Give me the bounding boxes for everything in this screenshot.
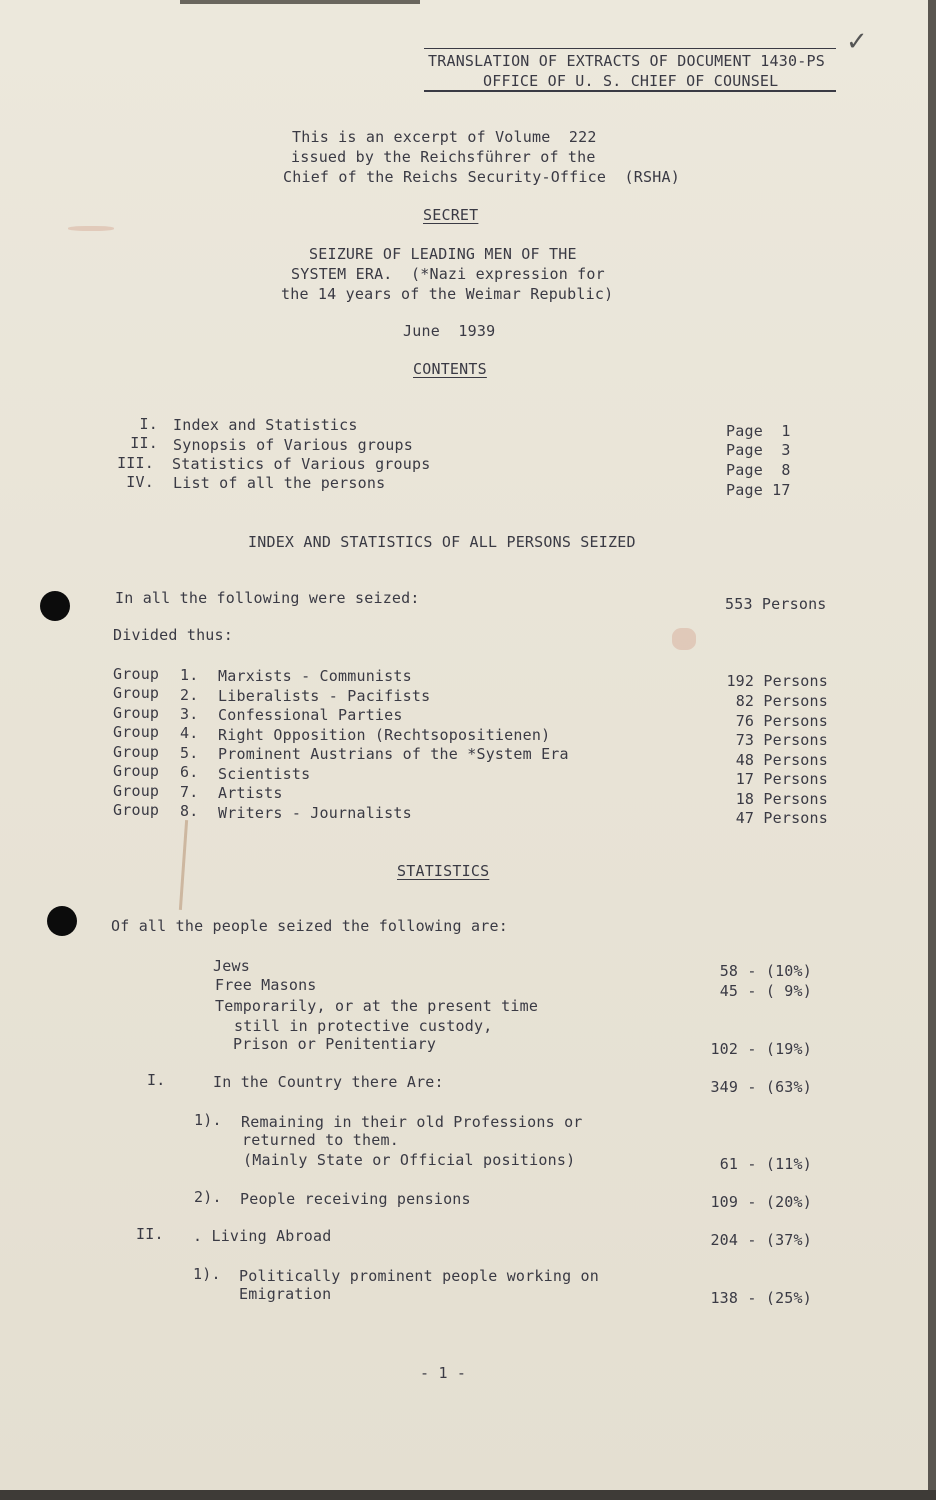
- group-number: 6.: [180, 763, 199, 781]
- stat-label: Temporarily, or at the present time: [215, 997, 539, 1015]
- group-number: 2.: [180, 686, 199, 704]
- contents-label: List of all the persons: [173, 474, 386, 492]
- contents-page: Page 3: [726, 441, 791, 459]
- group-word: Group: [113, 762, 160, 780]
- group-label: Scientists: [218, 765, 311, 783]
- stat-label: Jews: [213, 957, 250, 975]
- stat-label: People receiving pensions: [240, 1190, 471, 1208]
- stat-value: 58 - (10%): [719, 962, 812, 980]
- check-mark: ✓: [846, 27, 868, 57]
- header-line-2: OFFICE OF U. S. CHIEF OF COUNSEL: [483, 72, 779, 90]
- contents-heading: CONTENTS: [413, 360, 487, 378]
- punch-hole: [47, 906, 77, 936]
- contents-label: Index and Statistics: [173, 416, 358, 434]
- group-count: 17 Persons: [735, 770, 828, 788]
- group-count: 48 Persons: [735, 751, 828, 769]
- document-date: June 1939: [403, 322, 496, 340]
- stat-label: . Living Abroad: [193, 1227, 332, 1245]
- punch-hole: [40, 591, 70, 621]
- group-label: Writers - Journalists: [218, 804, 412, 822]
- stain: [672, 628, 696, 650]
- stat-label: In the Country there Are:: [213, 1073, 444, 1091]
- group-count: 73 Persons: [735, 731, 828, 749]
- header-line-1: TRANSLATION OF EXTRACTS OF DOCUMENT 1430-PS: [428, 52, 825, 70]
- title-line-3: the 14 years of the Weimar Republic): [281, 285, 614, 303]
- intro-line-2: issued by the Reichsführer of the: [291, 148, 596, 166]
- statistics-intro: Of all the people seized the following are:: [111, 917, 508, 935]
- group-word: Group: [113, 723, 160, 741]
- stat-label: Politically prominent people working on: [239, 1267, 599, 1285]
- stat-label: Emigration: [239, 1285, 332, 1303]
- group-label: Right Opposition (Rechtsopositienen): [218, 726, 551, 744]
- group-count: 47 Persons: [735, 809, 828, 827]
- stat-number: 1).: [194, 1111, 222, 1129]
- contents-num: II.: [130, 434, 158, 452]
- stat-label: still in protective custody,: [234, 1017, 493, 1035]
- title-line-1: SEIZURE OF LEADING MEN OF THE: [309, 245, 577, 263]
- group-number: 5.: [180, 744, 199, 762]
- group-word: Group: [113, 743, 160, 761]
- page-number: - 1 -: [420, 1364, 467, 1382]
- index-heading: INDEX AND STATISTICS OF ALL PERSONS SEIZED: [248, 533, 636, 551]
- stat-number: II.: [136, 1225, 164, 1243]
- intro-line-3: Chief of the Reichs Security-Office (RSHA): [283, 168, 680, 186]
- stat-value: 45 - ( 9%): [719, 982, 812, 1000]
- group-label: Marxists - Communists: [218, 667, 412, 685]
- contents-num: I.: [139, 415, 158, 433]
- group-word: Group: [113, 782, 160, 800]
- contents-page: Page 17: [726, 481, 791, 499]
- contents-page: Page 8: [726, 461, 791, 479]
- scan-edge: [180, 0, 420, 4]
- stat-number: 2).: [194, 1188, 222, 1206]
- scan-edge: [928, 0, 936, 1500]
- group-label: Confessional Parties: [218, 706, 403, 724]
- stat-value: 102 - (19%): [710, 1040, 812, 1058]
- group-number: 1.: [180, 666, 199, 684]
- total-value: 553 Persons: [725, 595, 827, 613]
- stat-value: 109 - (20%): [710, 1193, 812, 1211]
- group-number: 4.: [180, 724, 199, 742]
- stat-value: 204 - (37%): [710, 1231, 812, 1249]
- group-label: Artists: [218, 784, 283, 802]
- header-rule: [424, 90, 836, 92]
- intro-line-1: This is an excerpt of Volume 222: [292, 128, 597, 146]
- scan-edge: [0, 1490, 936, 1500]
- header-rule: [424, 48, 836, 49]
- stain: [68, 226, 114, 231]
- stat-number: 1).: [193, 1265, 221, 1283]
- group-word: Group: [113, 704, 160, 722]
- contents-label: Synopsis of Various groups: [173, 436, 413, 454]
- group-word: Group: [113, 665, 160, 683]
- group-label: Liberalists - Pacifists: [218, 687, 431, 705]
- group-count: 82 Persons: [735, 692, 828, 710]
- stat-label: returned to them.: [242, 1131, 399, 1149]
- group-number: 7.: [180, 783, 199, 801]
- group-count: 192 Persons: [726, 672, 828, 690]
- contents-num: IV.: [126, 473, 154, 491]
- group-count: 76 Persons: [735, 712, 828, 730]
- group-count: 18 Persons: [735, 790, 828, 808]
- contents-label: Statistics of Various groups: [172, 455, 431, 473]
- stat-number: I.: [147, 1071, 166, 1089]
- title-line-2: SYSTEM ERA. (*Nazi expression for: [291, 265, 605, 283]
- stat-label: Free Masons: [215, 976, 317, 994]
- statistics-heading: STATISTICS: [397, 862, 490, 880]
- group-number: 3.: [180, 705, 199, 723]
- group-number: 8.: [180, 802, 199, 820]
- group-label: Prominent Austrians of the *System Era: [218, 745, 569, 763]
- stat-label: Prison or Penitentiary: [233, 1035, 437, 1053]
- total-label: In all the following were seized:: [115, 589, 420, 607]
- divided-label: Divided thus:: [113, 626, 233, 644]
- stat-label: Remaining in their old Professions or: [241, 1113, 583, 1131]
- stat-value: 349 - (63%): [710, 1078, 812, 1096]
- contents-num: III.: [117, 454, 154, 472]
- contents-page: Page 1: [726, 422, 791, 440]
- stat-value: 138 - (25%): [710, 1289, 812, 1307]
- group-word: Group: [113, 801, 160, 819]
- classification: SECRET: [423, 206, 479, 224]
- stat-value: 61 - (11%): [719, 1155, 812, 1173]
- stat-label: (Mainly State or Official positions): [243, 1151, 576, 1169]
- group-word: Group: [113, 684, 160, 702]
